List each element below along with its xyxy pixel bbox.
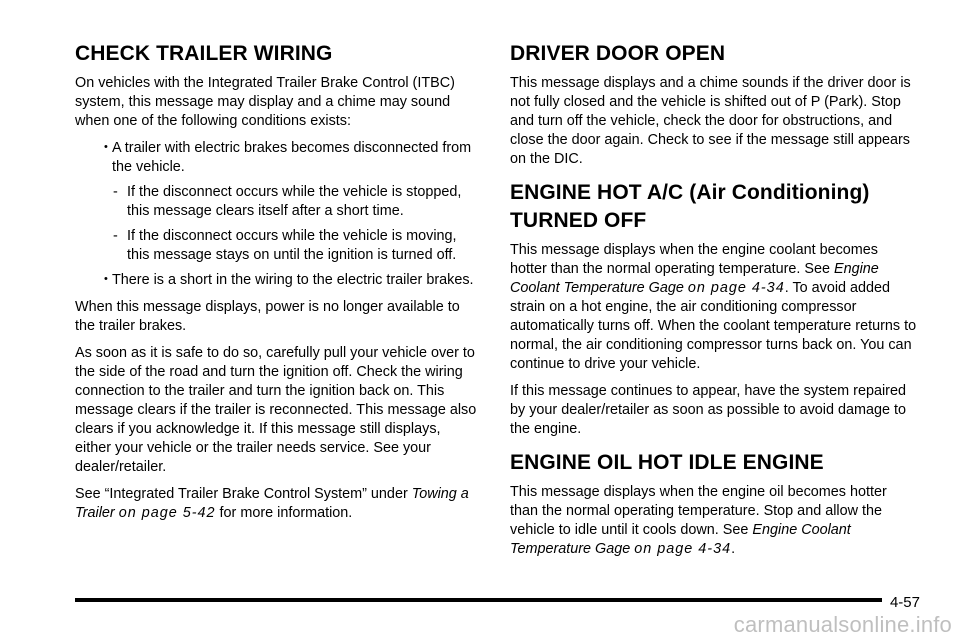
bullet-text: There is a short in the wiring to the electric trailer brakes. — [112, 272, 474, 288]
left-column — [75, 40, 480, 531]
page-number: 4-57 — [882, 594, 920, 612]
dash-item — [75, 183, 480, 221]
bullet-text: A trailer with electric brakes becomes disconnected from the vehicle. — [112, 140, 472, 175]
power-paragraph: When this message displays, power is no longer available to the trailer brakes. — [75, 299, 460, 334]
repair-paragraph: If this message continues to appear, have the system repaired by your dealer/retailer as soon as possible to avoid damage to the engine. — [510, 383, 906, 437]
engine-hot-text-continued: . To avoid added strain on a hot engine, the air conditioning compressor automatically turns off. When the coolant temperature returns to normal, the air conditioning compressor turns back on. You can continue to drive your vehicle. — [510, 280, 917, 372]
dash-icon: - — [113, 184, 118, 200]
see-also-suffix: for more information. — [219, 505, 353, 521]
bullet-icon: • — [104, 273, 108, 285]
engine-oil-suffix: . — [731, 541, 736, 557]
footer-rule — [75, 598, 920, 602]
driver-door-paragraph: This message displays and a chime sounds if the driver door is not fully closed and the vehicle is shifted out of P (Park). Stop and turn off the vehicle, check the door for obstructions, and close the door again. Check to see if the message still appears on the DIC. — [510, 75, 911, 167]
safety-paragraph: As soon as it is safe to do so, carefully pull your vehicle over to the side of the road and turn the ignition off. Check the wiring connection to the trailer and turn the ignition back on. This message clears if the trailer is reconnected. This message also clears if you acknowledge it. If this message still displays, either your vehicle or the trailer needs service. See your dealer/retailer. — [75, 345, 477, 475]
intro-paragraph: On vehicles with the Integrated Trailer Brake Control (ITBC) system, this message may display and a chime may sound when one of the following conditions exists: — [75, 75, 455, 129]
dash-text: If the disconnect occurs while the vehicle is moving, this message stays on until the ignition is turned off. — [127, 228, 457, 263]
heading-line-2: TURNED OFF — [510, 209, 647, 232]
heading-line-1: ENGINE HOT A/C (Air Conditioning) — [510, 181, 870, 204]
section-heading-check-trailer-wiring: CHECK TRAILER WIRING — [75, 42, 333, 65]
section-heading-engine-oil-hot: ENGINE OIL HOT IDLE ENGINE — [510, 451, 824, 474]
watermark: carmanualsonline.info — [733, 612, 952, 637]
cross-reference-link[interactable]: Engine Coolant Temperature Gage — [510, 522, 851, 557]
page-reference[interactable]: on page 5-42 — [118, 505, 216, 521]
cross-reference-link[interactable]: Engine Coolant Temperature Gage — [510, 261, 879, 296]
bullet-item — [75, 139, 480, 177]
engine-oil-paragraph — [510, 483, 918, 559]
engine-oil-text: This message displays when the engine oil becomes hotter than the normal operating temperature. Stop and allow the vehicle to idle until it cools down. See — [510, 484, 887, 538]
engine-hot-text: This message displays when the engine coolant becomes hotter than the normal operating temperature. See — [510, 242, 878, 277]
dash-item — [75, 227, 480, 265]
page-reference[interactable]: on page 4-34 — [634, 541, 732, 557]
bullet-item — [75, 271, 480, 290]
dash-icon: - — [113, 228, 118, 244]
dash-text: If the disconnect occurs while the vehicle is stopped, this message clears itself after a short time. — [127, 184, 462, 219]
section-heading-engine-hot-ac — [510, 179, 918, 235]
see-also-paragraph — [75, 485, 480, 523]
bullet-icon: • — [104, 141, 108, 153]
see-also-text: See “Integrated Trailer Brake Control System” under — [75, 486, 408, 502]
right-column — [510, 40, 918, 567]
page-reference[interactable]: on page 4-34 — [687, 280, 785, 296]
engine-hot-paragraph — [510, 241, 918, 374]
section-heading-driver-door-open: DRIVER DOOR OPEN — [510, 42, 726, 65]
cross-reference-link[interactable]: Towing a Trailer — [75, 486, 469, 521]
